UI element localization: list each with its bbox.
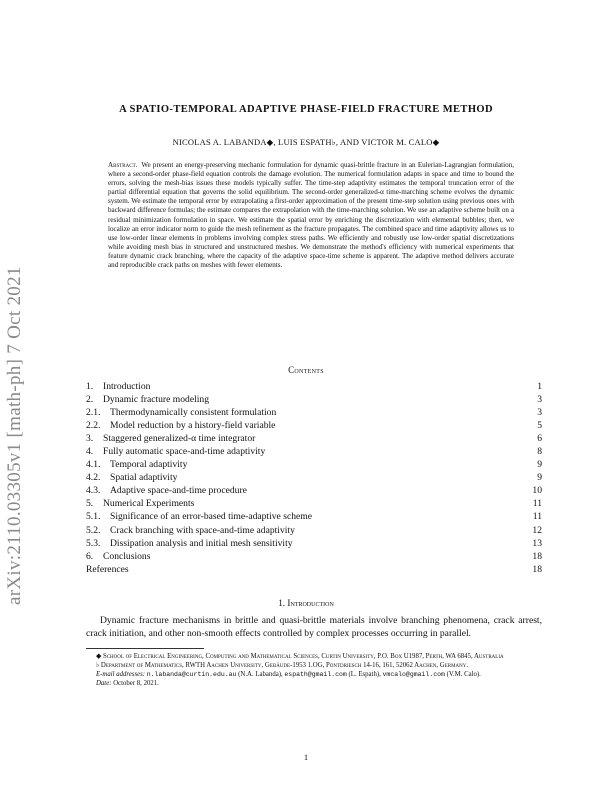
contents-heading: Contents	[288, 365, 324, 375]
email-link-labanda[interactable]: n.labanda@curtin.edu.au	[146, 671, 237, 678]
email-owner-calo: (V.M. Calo).	[446, 671, 481, 678]
footnote-emails	[86, 670, 542, 679]
toc-entry-page: 9	[537, 459, 542, 471]
toc-entry-number: 3.	[86, 433, 94, 445]
toc-entry-page: 18	[532, 550, 542, 562]
toc-entry[interactable]	[86, 393, 542, 406]
toc-entry-number: 4.2.	[86, 472, 101, 484]
abstract-text: We present an energy-preserving mechanic formulation for dynamic quasi-brittle fracture in an Eulerian-Lagrangian formulation, where a second-order phase-field equation controls the damage evolution. The numerical formulation adapts in space and time to bound the errors, solving the mesh-bias issues these models typically suffer. The time-step adaptivity estimates the temporal truncation error of the partial differential equation that governs the solid equilibrium. The second-order generalized-α time-marching scheme evolves the dynamic system. We estimate the temporal error by extrapolating a first-order approximation of the present time-step solution using previous ones with backward difference formulas; the estimate compares the extrapolation with the time-marching solution. We use an adaptive scheme built on a residual minimization formulation in space. We estimate the spatial error by enriching the discretization with elemental bubbles; then, we localize an error indicator norm to guide the mesh refinement as the fracture propagates. The combined space and time adaptivity allows us to use low-order linear elements in problems involving complex stress paths. We efficiently and robustly use low-order spatial discretizations while avoiding mesh bias in structured and unstructured meshes. We demonstrate the method's efficiency with numerical experiments that feature dynamic crack branching, where the capacity of the adaptive space-time scheme is apparent. The adaptive method delivers accurate and reproducible crack paths on meshes with fewer elements.	[108, 161, 514, 270]
toc-entry-number: 4.3.	[86, 485, 101, 497]
abstract	[108, 161, 514, 270]
toc-entry-number: 5.	[86, 498, 94, 510]
toc-entry[interactable]	[86, 484, 542, 497]
toc-entry-number: 4.1.	[86, 459, 101, 471]
toc-entry-number: 5.1.	[86, 511, 101, 523]
footnote-affiliation-2-text: Department of Mathematics, RWTH Aachen University, Gebäude-1953 1.OG, Pontdriesch 14-16, 161, 52062 Aachen, Germany.	[100, 662, 469, 669]
toc-entry[interactable]	[86, 380, 542, 393]
toc-entry-page: 3	[537, 407, 542, 419]
toc-entry-number: 2.1.	[86, 407, 101, 419]
footnote-affiliation-2	[86, 661, 542, 670]
toc-entry-page: 5	[537, 420, 542, 432]
toc-entry-number: 2.	[86, 394, 94, 406]
toc-entry-page: 10	[532, 485, 542, 497]
footnote-date	[86, 679, 542, 688]
footnotes	[86, 652, 542, 688]
toc-entry[interactable]	[86, 471, 542, 484]
toc-entry[interactable]	[86, 432, 542, 445]
toc-entry[interactable]	[86, 510, 542, 523]
footnote-affiliation-1-text: School of Electrical Engineering, Computing and Mathematical Sciences, Curtin University, P.O. Box U1987, Perth, WA 6845, Australia	[102, 653, 504, 660]
toc-entry-title[interactable]: Model reduction by a history-field variable	[110, 420, 276, 432]
paper-title: A SPATIO-TEMPORAL ADAPTIVE PHASE-FIELD FRACTURE METHOD	[119, 104, 493, 115]
toc-entry[interactable]	[86, 550, 542, 563]
footnote-rule	[86, 648, 204, 649]
footnote-mark-diamond: ◆	[96, 653, 102, 660]
table-of-contents	[86, 380, 542, 576]
toc-entry-title[interactable]: Introduction	[103, 381, 151, 392]
toc-entry-page: 9	[537, 472, 542, 484]
toc-entry-title[interactable]: References	[86, 563, 129, 575]
toc-entry-title[interactable]: Significance of an error-based time-adaptive scheme	[110, 511, 312, 523]
email-label: E-mail addresses:	[96, 671, 146, 678]
toc-entry-number: 4.	[86, 446, 94, 458]
date-label: Date:	[96, 680, 112, 687]
toc-entry-title[interactable]: Thermodynamically consistent formulation	[110, 407, 277, 419]
toc-entry-title[interactable]: Dissipation analysis and initial mesh sensitivity	[110, 537, 293, 549]
toc-entry-page: 11	[532, 498, 542, 510]
arxiv-identifier: arXiv:2110.03305v1 [math-ph] 7 Oct 2021	[4, 266, 25, 605]
toc-entry-page: 11	[532, 511, 542, 523]
email-owner-espath: (L. Espath),	[348, 671, 381, 678]
toc-entry-number: 2.2.	[86, 420, 101, 432]
toc-entry-page: 1	[537, 381, 542, 392]
toc-entry-page: 18	[532, 563, 542, 575]
toc-entry[interactable]	[86, 524, 542, 537]
toc-entry[interactable]	[86, 563, 542, 576]
toc-entry-page: 13	[532, 537, 542, 549]
toc-entry[interactable]	[86, 419, 542, 432]
toc-entry-title[interactable]: Crack branching with space-and-time adaptivity	[110, 524, 295, 536]
toc-entry-title[interactable]: Dynamic fracture modeling	[103, 394, 210, 406]
author-list: NICOLAS A. LABANDA◆, LUIS ESPATH♭, AND VICTOR M. CALO◆	[172, 137, 440, 147]
section-heading-introduction: 1. Introduction	[278, 598, 334, 608]
toc-entry[interactable]	[86, 458, 542, 471]
date-value: October 8, 2021.	[113, 680, 159, 687]
toc-entry-title[interactable]: Temporal adaptivity	[110, 459, 188, 471]
page-number: 1	[303, 752, 309, 762]
email-owner-labanda: (N.A. Labanda),	[238, 671, 283, 678]
toc-entry-number: 5.2.	[86, 524, 101, 536]
toc-entry-title[interactable]: Spatial adaptivity	[110, 472, 178, 484]
toc-entry-page: 6	[537, 433, 542, 445]
toc-entry[interactable]	[86, 537, 542, 550]
toc-entry-number: 5.3.	[86, 537, 101, 549]
toc-entry[interactable]	[86, 445, 542, 458]
toc-entry-number: 1.	[86, 381, 94, 392]
email-link-calo[interactable]: vmcalo@gmail.com	[382, 671, 445, 678]
toc-entry-title[interactable]: Adaptive space-and-time procedure	[110, 485, 247, 497]
footnote-affiliation-1	[86, 652, 542, 661]
footnote-mark-flat: ♭	[96, 662, 100, 669]
introduction-paragraph: Dynamic fracture mechanisms in brittle and quasi-brittle materials involve branching phenomena, crack arrest, crack initiation, and other non-smooth effects controlled by complex processes occurring in parallel.	[86, 615, 542, 640]
toc-entry-number: 6.	[86, 550, 94, 562]
toc-entry-title[interactable]: Numerical Experiments	[103, 498, 195, 510]
toc-entry[interactable]	[86, 406, 542, 419]
abstract-label: Abstract.	[108, 161, 138, 169]
toc-entry-title[interactable]: Fully automatic space-and-time adaptivity	[103, 446, 266, 458]
toc-entry-title[interactable]: Conclusions	[103, 550, 151, 562]
toc-entry[interactable]	[86, 497, 542, 510]
toc-entry-title[interactable]: Staggered generalized-α time integrator	[103, 433, 256, 445]
toc-entry-page: 8	[537, 446, 542, 458]
toc-entry-page: 3	[537, 394, 542, 406]
toc-entry-page: 12	[532, 524, 542, 536]
email-link-espath[interactable]: espath@gmail.com	[284, 671, 347, 678]
